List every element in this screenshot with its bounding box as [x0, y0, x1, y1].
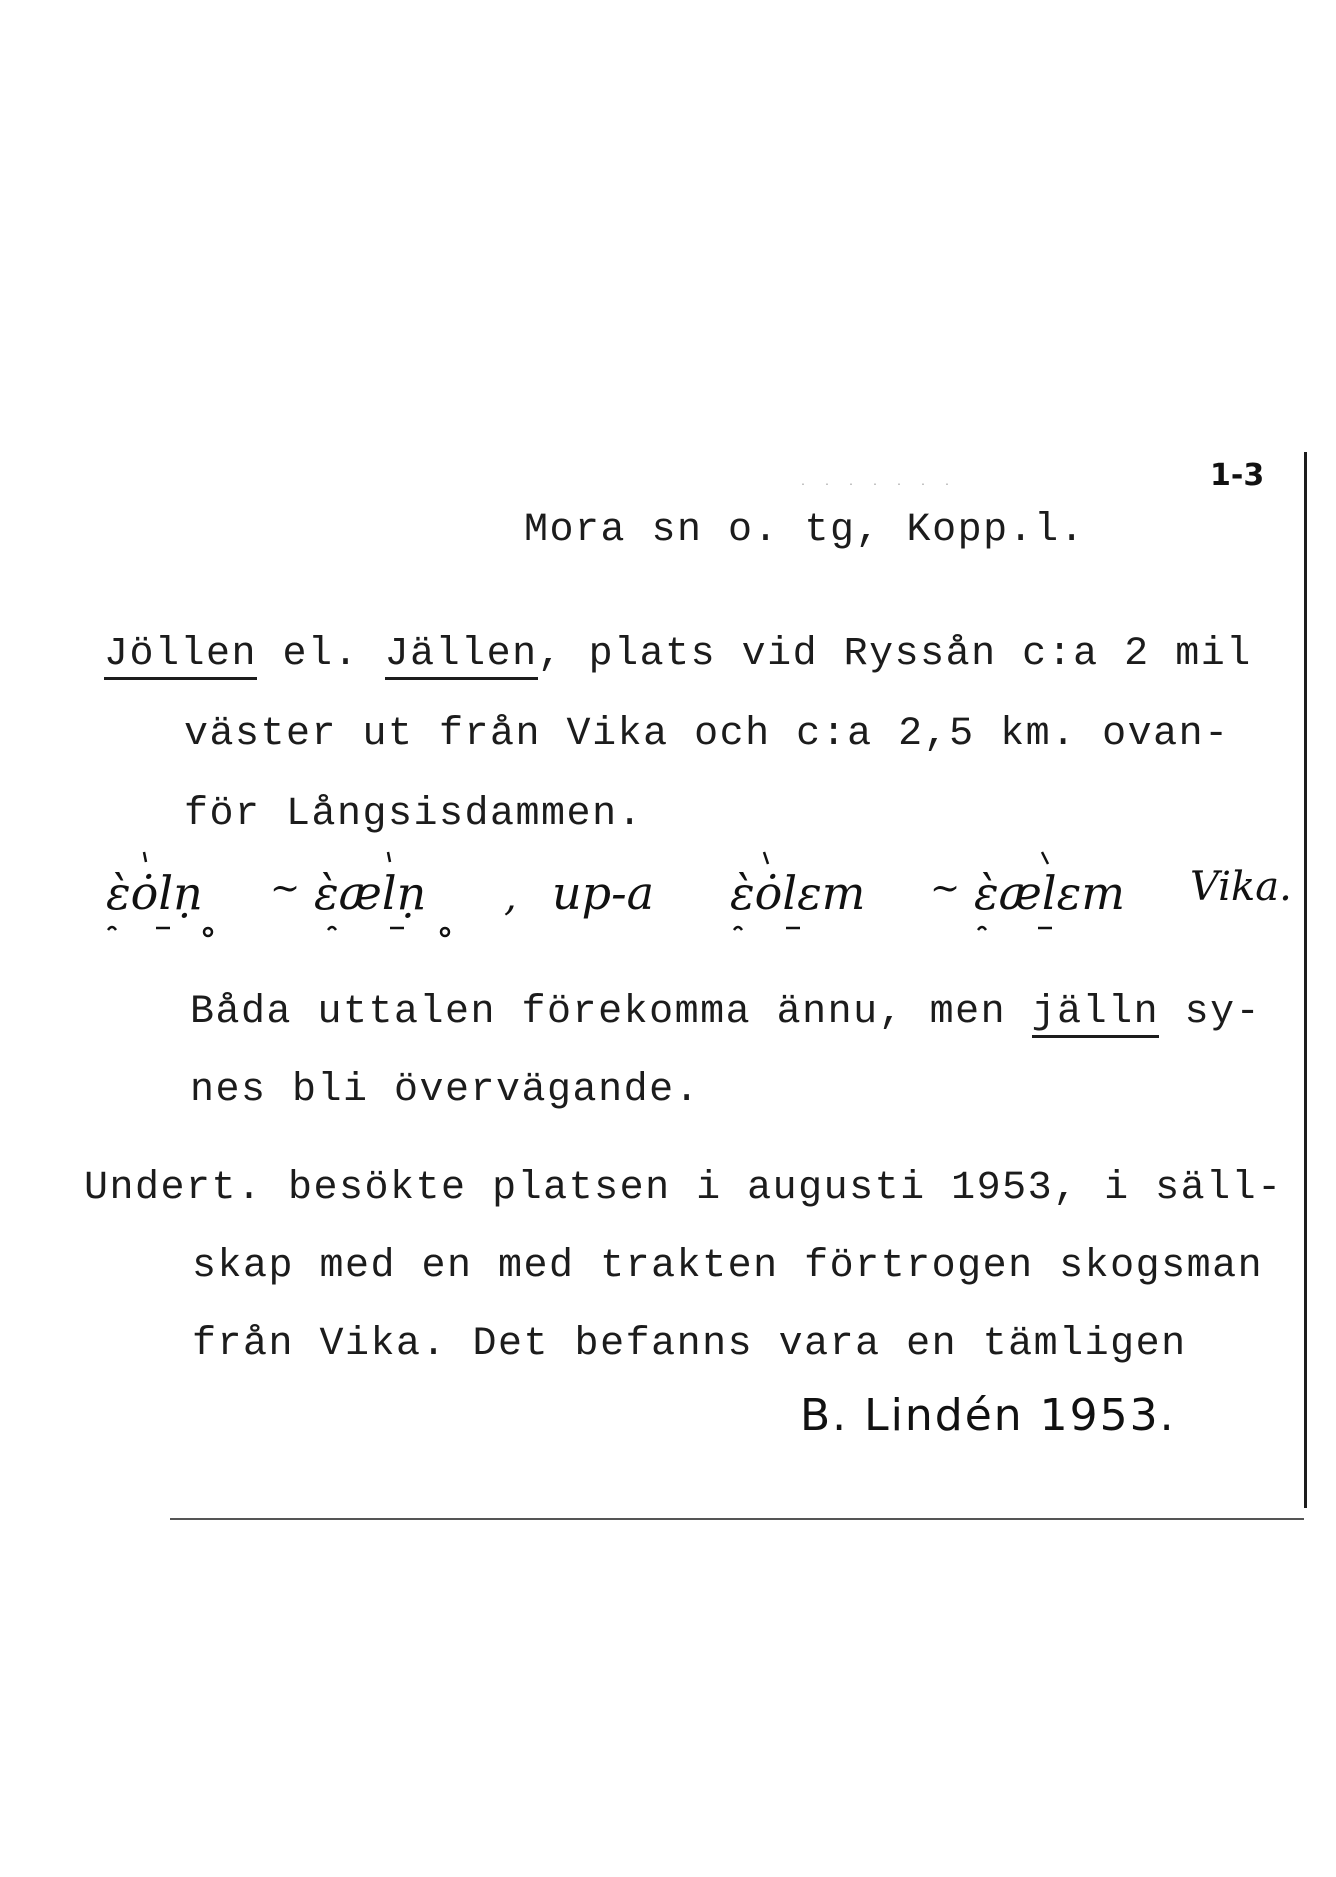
- entry-description: , plats vid Ryssån c:a 2 mil: [537, 632, 1252, 677]
- phonetic-separator-2: ~: [930, 868, 961, 909]
- note-line-1: [190, 990, 1261, 1038]
- entry-line-1: [104, 632, 1252, 680]
- card-header: Mora sn o. tg, Kopp.l.: [524, 508, 1086, 553]
- scan-speckle: · · · · · · ·: [800, 480, 957, 491]
- phonetic-form-4: ɛ̀ælɛm: [974, 866, 1125, 920]
- phonetic-separator-1: ~: [270, 868, 301, 909]
- visit-line-3: från Vika. Det befanns vara en tämligen: [192, 1322, 1187, 1367]
- signature: B. Lindén 1953.: [800, 1390, 1176, 1441]
- card-edge-bottom: [170, 1518, 1304, 1520]
- note-text-start: Båda uttalen förekomma ännu, men: [190, 990, 1032, 1035]
- phonetic-line: [100, 850, 1300, 940]
- phonetic-form-3: ɛ̀ȯlɛm: [730, 866, 866, 920]
- note-line-2: nes bli övervägande.: [190, 1068, 701, 1113]
- phonetic-form-1: ɛ̀ȯlṇ: [106, 866, 203, 920]
- note-text-end: sy-: [1159, 990, 1262, 1035]
- entry-line-3: för Långsisdammen.: [184, 792, 644, 837]
- note-word-jalln: jälln: [1032, 993, 1160, 1038]
- place-name-jollen: Jöllen: [104, 635, 257, 680]
- visit-line-1: Undert. besökte platsen i augusti 1953, i säll-: [84, 1166, 1283, 1211]
- phonetic-place: Vika.: [1190, 864, 1292, 910]
- place-name-jallen: Jällen: [385, 635, 538, 680]
- card-edge-right: [1304, 452, 1307, 1508]
- phonetic-comma: ,: [504, 874, 517, 920]
- card-number: 1-3: [1210, 458, 1265, 493]
- entry-connector: el.: [257, 632, 385, 677]
- phonetic-preposition: up-a: [552, 866, 655, 920]
- entry-line-2: väster ut från Vika och c:a 2,5 km. ovan-: [184, 712, 1230, 757]
- phonetic-diacritics: [100, 850, 1300, 940]
- visit-line-2: skap med en med trakten förtrogen skogsman: [192, 1244, 1264, 1289]
- phonetic-form-2: ɛ̀ælṇ: [314, 866, 427, 920]
